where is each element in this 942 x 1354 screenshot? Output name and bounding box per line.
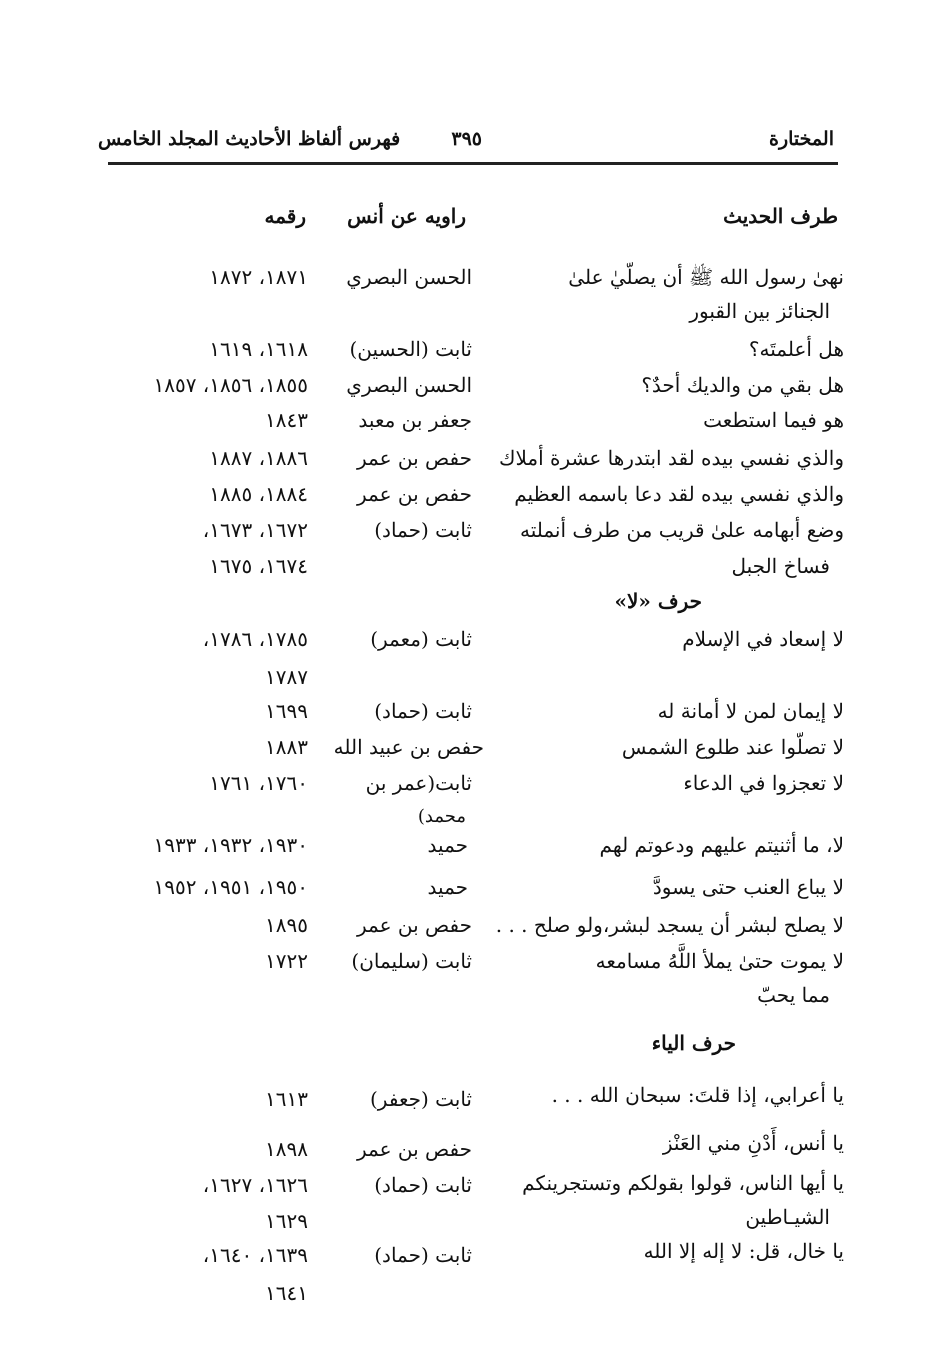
hadith-number: ١٨٤٣ bbox=[265, 408, 308, 432]
page-number: ٣٩٥ bbox=[451, 128, 482, 150]
hadith-number: ١٨٥٥، ١٨٥٦، ١٨٥٧ bbox=[153, 373, 308, 397]
hadith-text: يا خال، قل: لا إله إلا الله bbox=[643, 1239, 844, 1263]
narrator: ثابت (سليمان) bbox=[351, 949, 472, 973]
narrator: ثابت (جعفر) bbox=[370, 1087, 472, 1111]
hadith-number: ١٨٨٦، ١٨٨٧ bbox=[209, 446, 308, 470]
hadith-text: هل أعلمتَه؟ bbox=[748, 337, 844, 361]
hadith-number: ١٨٧١، ١٨٧٢ bbox=[209, 265, 308, 289]
running-header bbox=[98, 128, 838, 164]
hadith-text: هل بقي من والديك أحدٌ؟ bbox=[641, 373, 844, 397]
hadith-text-continued: مما يحبّ bbox=[757, 983, 830, 1007]
hadith-text: لا يموت حتىٰ يملأ اللَّهُ مسامعه bbox=[595, 949, 844, 973]
narrator: حفص بن عبيد الله bbox=[333, 735, 484, 759]
hadith-number: ١٨٨٤، ١٨٨٥ bbox=[209, 482, 308, 506]
hadith-number-continued: ١٦٤١ bbox=[265, 1281, 308, 1305]
hadith-number: ١٦١٣ bbox=[265, 1087, 308, 1111]
narrator: ثابت (حماد) bbox=[374, 1173, 472, 1197]
hadith-number: ١٦١٨، ١٦١٩ bbox=[209, 337, 308, 361]
hadith-number: ١٧٦٠، ١٧٦١ bbox=[209, 771, 308, 795]
hadith-text: نهىٰ رسول الله ﷺ أن يصلّيٰ علىٰ bbox=[568, 265, 844, 289]
hadith-text: والذي نفسي بيده لقد ابتدرها عشرة أملاك bbox=[498, 446, 844, 470]
hadith-number: ١٦٢٦، ١٦٢٧، bbox=[202, 1173, 308, 1197]
header-rule bbox=[108, 162, 838, 165]
narrator: حفص بن عمر bbox=[356, 482, 472, 506]
hadith-number: ١٨٩٥ bbox=[265, 913, 308, 937]
hadith-text: لا إسعاد في الإسلام bbox=[682, 627, 844, 651]
hadith-text: يا أنس، أَدْنِ مني العَنْز bbox=[662, 1131, 844, 1155]
narrator: حفص بن عمر bbox=[356, 913, 472, 937]
section-title: فهرس ألفاظ الأحاديث المجلد الخامس bbox=[98, 128, 401, 150]
narrator: ثابت (حماد) bbox=[374, 1243, 472, 1267]
hadith-text: لا، ما أثنيتم عليهم ودعوتم لهم bbox=[599, 833, 844, 857]
hadith-text: لا إيمان لمن لا أمانة له bbox=[657, 699, 844, 723]
hadith-number: ١٧٢٢ bbox=[265, 949, 308, 973]
hadith-number: ١٧٨٥، ١٧٨٦، bbox=[202, 627, 308, 651]
narrator: ثابت (حماد) bbox=[374, 518, 472, 542]
narrator-continued: محمد) bbox=[417, 806, 466, 827]
hadith-text: يا أعرابي، إذا قلتَ: سبحان الله . . . bbox=[551, 1083, 844, 1107]
hadith-text-continued: الشيـاطين bbox=[745, 1205, 830, 1229]
hadith-number: ١٦٩٩ bbox=[265, 699, 308, 723]
hadith-text: وضع أبهامه علىٰ قريب من طرف أنملته bbox=[519, 518, 844, 542]
hadith-number-continued: ١٦٧٤، ١٦٧٥ bbox=[209, 554, 308, 578]
narrator: حميد bbox=[427, 875, 468, 899]
hadith-text-continued: فساخ الجبل bbox=[731, 554, 830, 578]
column-heading-number: رقمه bbox=[264, 204, 306, 228]
narrator: ثابت(عمر بن bbox=[365, 771, 472, 795]
hadith-number: ١٩٣٠، ١٩٣٢، ١٩٣٣ bbox=[153, 833, 308, 857]
letter-heading-ya: حرف الياء bbox=[651, 1031, 736, 1055]
hadith-text: هو فيما استطعت bbox=[703, 408, 844, 432]
hadith-number-continued: ١٧٨٧ bbox=[265, 665, 308, 689]
narrator: جعفر بن معبد bbox=[358, 408, 472, 432]
narrator: ثابت (الحسين) bbox=[349, 337, 472, 361]
narrator: ثابت (حماد) bbox=[374, 699, 472, 723]
hadith-text: لا يصلح لبشر أن يسجد لبشر،ولو صلح . . . bbox=[495, 913, 844, 937]
narrator: ثابت (معمر) bbox=[370, 627, 472, 651]
hadith-number: ١٨٩٨ bbox=[265, 1137, 308, 1161]
hadith-number: ١٩٥٠، ١٩٥١، ١٩٥٢ bbox=[153, 875, 308, 899]
hadith-text: لا تعجزوا في الدعاء bbox=[683, 771, 844, 795]
hadith-text: لا تصلّوا عند طلوع الشمس bbox=[621, 735, 844, 759]
hadith-number: ١٦٧٢، ١٦٧٣، bbox=[202, 518, 308, 542]
narrator: حفص بن عمر bbox=[356, 446, 472, 470]
narrator: الحسن البصري bbox=[346, 265, 472, 289]
hadith-number-continued: ١٦٢٩ bbox=[265, 1209, 308, 1233]
narrator: حميد bbox=[427, 833, 468, 857]
hadith-text-continued: الجنائز بين القبور bbox=[689, 299, 830, 323]
narrator: الحسن البصري bbox=[346, 373, 472, 397]
hadith-text: والذي نفسي بيده لقد دعا باسمه العظيم bbox=[514, 482, 844, 506]
column-heading-hadith: طرف الحديث bbox=[723, 204, 838, 228]
column-heading-narrator: راويه عن أنس bbox=[347, 204, 466, 228]
hadith-number: ١٨٨٣ bbox=[265, 735, 308, 759]
narrator: حفص بن عمر bbox=[356, 1137, 472, 1161]
hadith-text: يا أيها الناس، قولوا بقولكم وتستجرينكم bbox=[522, 1171, 844, 1195]
hadith-number: ١٦٣٩، ١٦٤٠، bbox=[202, 1243, 308, 1267]
hadith-text: لا يباع العنب حتى يسودَّ bbox=[652, 875, 844, 899]
book-title: المختارة bbox=[769, 128, 834, 150]
letter-heading-la: حرف «لا» bbox=[614, 589, 702, 613]
